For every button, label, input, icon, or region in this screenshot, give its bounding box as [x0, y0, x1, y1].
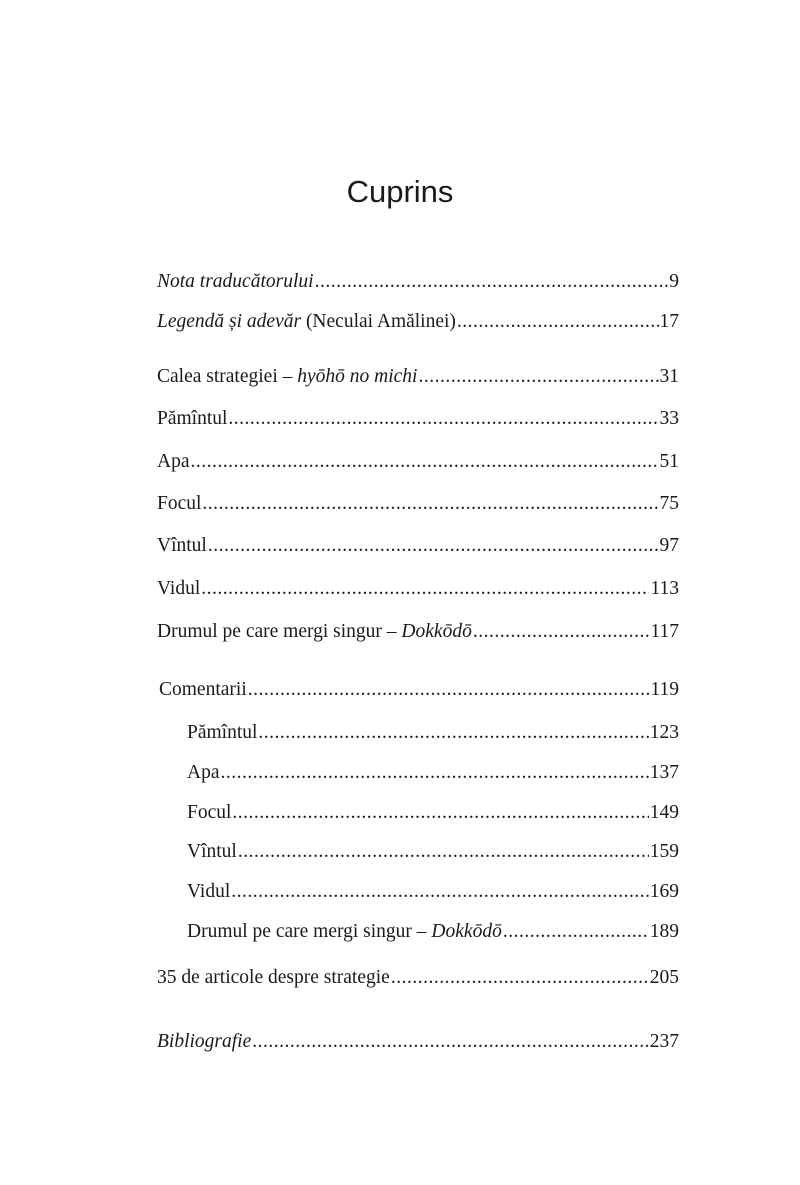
toc-entry-label — [187, 719, 257, 747]
toc-entry-label — [157, 618, 472, 646]
toc-entry — [157, 268, 679, 296]
dot-leader — [201, 575, 649, 603]
toc-entry — [187, 838, 679, 866]
toc-entry-label — [159, 676, 247, 704]
dot-leader — [231, 878, 649, 906]
toc-entry-page-number: 17 — [659, 311, 679, 332]
toc-entry-label — [187, 799, 231, 827]
toc-entry-label — [157, 532, 207, 560]
toc-entry-page-number: 189 — [649, 921, 679, 942]
toc-entry — [187, 918, 679, 946]
toc-entry-label — [157, 490, 201, 518]
toc-entry-label-part: Focul — [157, 493, 202, 514]
toc-entry-label-part: Calea strategiei – — [157, 366, 298, 387]
toc-entry — [157, 575, 679, 603]
toc-entry-label — [187, 838, 237, 866]
toc-entry-label — [187, 878, 230, 906]
toc-entry-page-number: 205 — [649, 967, 679, 988]
toc-entry-page-number: 159 — [649, 841, 679, 862]
toc-entry-page-number: 51 — [659, 451, 679, 472]
toc-entry — [187, 719, 679, 747]
toc-entry-page-number: 113 — [650, 578, 679, 599]
dot-leader — [202, 490, 658, 518]
toc-entry — [187, 799, 679, 827]
dot-leader — [457, 308, 659, 336]
toc-entry-page-number: 237 — [649, 1031, 679, 1052]
dot-leader — [258, 719, 648, 747]
toc-entry-page-number: 149 — [649, 802, 679, 823]
toc-entry-label-part: hyōhō no michi — [297, 366, 418, 387]
toc-entry — [157, 532, 679, 560]
dot-leader — [503, 918, 649, 946]
toc-entry — [157, 308, 679, 336]
dot-leader — [221, 759, 649, 787]
toc-entry-label-part: Comentarii — [159, 679, 247, 700]
toc-entry-page-number: 123 — [649, 722, 679, 743]
toc-entry — [187, 759, 679, 787]
toc-entry — [159, 676, 679, 704]
dot-leader — [228, 405, 658, 433]
toc-entry-label-part: Legendă și adevăr — [157, 311, 302, 332]
toc-entry-label — [157, 1028, 251, 1056]
toc-entry-label-part: Vîntul — [187, 841, 237, 862]
toc-entry — [157, 448, 679, 476]
dot-leader — [391, 964, 649, 992]
toc-entry-page-number: 137 — [649, 762, 679, 783]
toc-entry — [157, 490, 679, 518]
toc-entry-label-part: Apa — [187, 762, 220, 783]
toc-entry-label — [187, 918, 502, 946]
dot-leader — [208, 532, 659, 560]
toc-entry-label — [157, 448, 190, 476]
toc-entry-label-part: Dokkōdō — [401, 621, 472, 642]
toc-entry-page-number: 169 — [649, 881, 679, 902]
toc-entry-label-part: Apa — [157, 451, 190, 472]
toc-entry-label-part: 35 de articole despre strategie — [157, 967, 390, 988]
toc-entry-label — [157, 308, 456, 336]
toc-entry-label-part: Vîntul — [157, 535, 207, 556]
toc-entry-label-part: Vidul — [157, 578, 201, 599]
toc-entry-label — [157, 964, 390, 992]
toc-entry-label-part: Drumul pe care mergi singur – — [187, 921, 432, 942]
toc-entry-page-number: 9 — [669, 271, 679, 292]
toc-entry — [157, 618, 679, 646]
toc-entry-page-number: 97 — [659, 535, 679, 556]
toc-entry-label — [157, 405, 227, 433]
page-title: Cuprins — [346, 174, 454, 209]
toc-entry-label-part: Dokkōdō — [431, 921, 502, 942]
toc-entry-page-number: 119 — [650, 679, 679, 700]
toc-entry-page-number: 31 — [659, 366, 679, 387]
toc-entry-label-part: Pămîntul — [157, 408, 228, 429]
toc-entry-label-part: (Neculai Amălinei) — [301, 311, 456, 332]
toc-entry — [157, 363, 679, 391]
toc-entry — [157, 964, 679, 992]
toc-entry-page-number: 117 — [650, 621, 679, 642]
toc-entry — [157, 405, 679, 433]
toc-entry-label — [157, 268, 314, 296]
dot-leader — [315, 268, 669, 296]
toc-entry-label — [157, 363, 417, 391]
toc-entry — [157, 1028, 679, 1056]
toc-entry-label-part: Focul — [187, 802, 232, 823]
dot-leader — [191, 448, 659, 476]
toc-entry-page-number: 33 — [659, 408, 679, 429]
dot-leader — [232, 799, 648, 827]
toc-entry-label-part: Pămîntul — [187, 722, 258, 743]
toc-entry-label-part: Nota traducătorului — [157, 271, 314, 292]
toc-entry-label-part: Vidul — [187, 881, 231, 902]
dot-leader — [473, 618, 650, 646]
toc-entry-page-number: 75 — [659, 493, 679, 514]
toc-entry-label-part: Bibliografie — [157, 1031, 252, 1052]
dot-leader — [418, 363, 658, 391]
dot-leader — [248, 676, 650, 704]
dot-leader — [238, 838, 649, 866]
toc-entry-label — [157, 575, 200, 603]
dot-leader — [252, 1028, 649, 1056]
toc-entry-label-part: Drumul pe care mergi singur – — [157, 621, 402, 642]
toc-entry-label — [187, 759, 220, 787]
toc-entry — [187, 878, 679, 906]
